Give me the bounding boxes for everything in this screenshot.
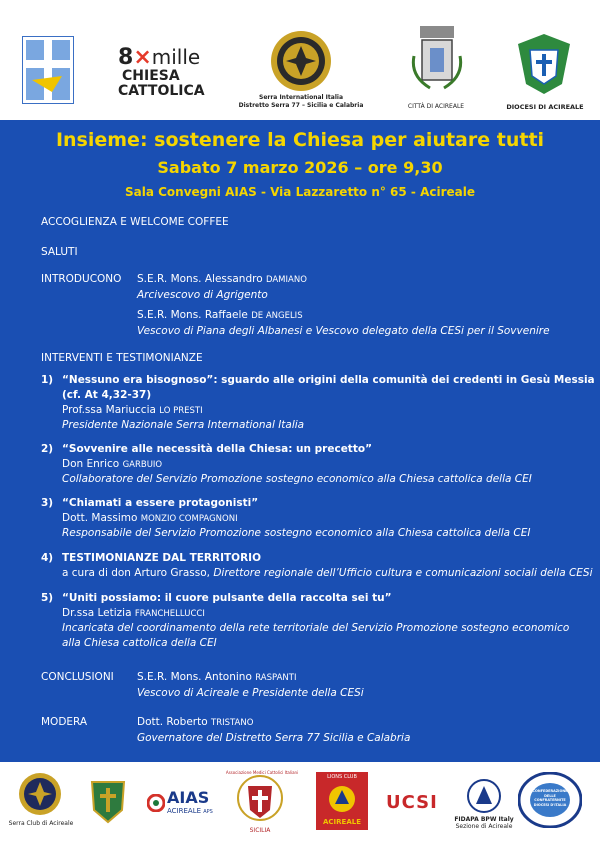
diocesi-caption: DIOCESI DI ACIREALE xyxy=(506,103,584,111)
8xmille-chiesa: CHIESA xyxy=(122,68,180,84)
fidapa-caption-2: Sezione di Acireale xyxy=(455,823,513,830)
modera-label: MODERA xyxy=(41,716,88,728)
confraternite-text: CONFEDERAZIONE DELLE CONFRATERNITE DIOCESI D'ITALIA xyxy=(532,789,568,807)
event-venue: Sala Convegni AIAS - Via Lazzaretto n° 65 - Acireale xyxy=(124,185,476,199)
introducono-speaker-1 xyxy=(137,273,307,287)
item-1-speaker xyxy=(62,404,203,418)
8xmille-logo xyxy=(118,45,205,102)
speaker-name: S.E.R. Mons. Antonino xyxy=(137,671,256,683)
item-5-role-1: Incaricata del coordinamento della rete territoriale del Servizio Promozione sostegno economico xyxy=(62,622,570,634)
speaker-name: Dott. Massimo xyxy=(62,512,141,524)
ucsi-logo xyxy=(386,792,446,816)
item-4-detail xyxy=(62,567,593,580)
item-3-title: “Chiamati a essere protagonisti” xyxy=(62,497,259,509)
speaker-name: Don Enrico xyxy=(62,458,123,470)
conclusioni-speaker xyxy=(137,671,296,685)
interventi-label: INTERVENTI E TESTIMONIANZE xyxy=(41,352,203,364)
serra-club-caption: Serra Club di Acireale xyxy=(8,820,74,827)
citta-acireale-crest xyxy=(410,26,464,96)
item-1-title: “Nessuno era bisognoso”: sguardo alle origini della comunità dei credenti in Gesù Messia xyxy=(62,374,595,386)
conclusioni-label: CONCLUSIONI xyxy=(41,671,114,683)
item-2-speaker xyxy=(62,458,162,472)
aias-mark-icon xyxy=(147,794,165,812)
item-5-title: “Uniti possiamo: il cuore pulsante della raccolta sei tu” xyxy=(62,592,392,604)
lions-top: LIONS CLUB xyxy=(327,774,357,780)
8xmille-mille: mille xyxy=(151,45,201,69)
aias-city: ACIREALE xyxy=(167,807,202,815)
aias-suffix: APS xyxy=(203,809,213,815)
serra-club-logo xyxy=(18,772,62,816)
lions-bottom: ACIREALE xyxy=(323,818,361,826)
speaker-surname: DAMIANO xyxy=(265,275,307,285)
diocese-shield-logo xyxy=(88,776,128,828)
medici-cattolici-logo xyxy=(236,772,284,828)
item-1-number: 1) xyxy=(41,374,54,386)
introducono-label: INTRODUCONO xyxy=(41,273,122,285)
item-1-role: Presidente Nazionale Serra International Italia xyxy=(62,419,305,431)
modera-speaker xyxy=(137,716,253,730)
medici-caption-bottom: SICILIA xyxy=(249,827,271,834)
item-5-speaker xyxy=(62,607,205,621)
8xmille-x: × xyxy=(133,45,152,70)
8xmille-eight: 8 xyxy=(118,45,134,70)
item-5-role-2: alla Chiesa cattolica della CEI xyxy=(62,637,217,649)
ucsi-text: UCSI xyxy=(386,792,438,813)
speaker-surname: GARBUIO xyxy=(122,460,163,470)
event-title: Insieme: sostenere la Chiesa per aiutare tutti xyxy=(55,129,545,151)
fidapa-logo xyxy=(464,778,504,814)
introducono-speaker-2 xyxy=(137,309,303,323)
speaker-surname: LO PRESTI xyxy=(159,406,203,416)
speaker-surname: RASPANTI xyxy=(255,673,297,683)
item-4-curator: a cura di don Arturo Grasso, xyxy=(62,567,214,579)
medici-caption-top: Associazione Medici Cattolici Italiani xyxy=(225,770,299,775)
welcome-coffee: ACCOGLIENZA E WELCOME COFFEE xyxy=(41,216,229,228)
speaker-surname: MONZIO COMPAGNONI xyxy=(140,514,238,524)
event-date: Sabato 7 marzo 2026 – ore 9,30 xyxy=(157,158,443,177)
item-2-title: “Sovvenire alle necessità della Chiesa: un precetto” xyxy=(62,443,372,455)
diocesi-acireale-crest xyxy=(512,34,576,96)
citta-acireale-caption: CITTÀ DI ACIREALE xyxy=(407,103,465,110)
speaker-surname: TRISTANO xyxy=(211,718,254,728)
item-2-number: 2) xyxy=(41,443,54,455)
item-3-number: 3) xyxy=(41,497,54,509)
speaker-name: Prof.ssa Mariuccia xyxy=(62,404,160,416)
item-4-curator-role: Direttore regionale dell’Ufficio cultura e comunicazioni sociali della CESi xyxy=(213,567,593,579)
serra-international-emblem xyxy=(270,30,332,92)
lions-club-logo xyxy=(316,772,368,830)
item-4-number: 4) xyxy=(41,552,54,564)
item-5-number: 5) xyxy=(41,592,54,604)
item-2-role: Collaboratore del Servizio Promozione sostegno economico alla Chiesa cattolica della CEI xyxy=(62,473,532,485)
saluti: SALUTI xyxy=(41,246,78,258)
sicily-cross-logo xyxy=(22,36,74,104)
serra-caption-2: Distretto Serra 77 – Sicilia e Calabria xyxy=(238,102,364,109)
aias-name: AIAS xyxy=(167,788,210,807)
lions-emblem-icon xyxy=(327,784,357,814)
item-3-speaker xyxy=(62,512,238,526)
speaker-name: Dr.ssa Letizia xyxy=(62,607,135,619)
item-3-role: Responsabile del Servizio Promozione sostegno economico alla Chiesa cattolica della CEI xyxy=(62,527,531,539)
conclusioni-role: Vescovo di Acireale e Presidente della CESi xyxy=(137,687,364,699)
modera-role: Governatore del Distretto Serra 77 Sicilia e Calabria xyxy=(137,732,411,744)
aias-logo xyxy=(147,790,217,820)
speaker-name: S.E.R. Mons. Alessandro xyxy=(137,273,266,285)
speaker-surname: FRANCHELLUCCI xyxy=(134,609,205,619)
fidapa-caption-1: FIDAPA BPW Italy xyxy=(454,816,514,823)
item-1-title-ref: (cf. At 4,32-37) xyxy=(62,389,152,401)
serra-caption-1: Serra International Italia xyxy=(259,94,343,101)
introducono-role-1: Arcivescovo di Agrigento xyxy=(137,289,268,301)
8xmille-cattolica: CATTOLICA xyxy=(118,83,205,99)
speaker-surname: DE ANGELIS xyxy=(251,311,303,321)
introducono-role-2: Vescovo di Piana degli Albanesi e Vescovo delegato della CESi per il Sovvenire xyxy=(137,325,550,337)
aias-city-line xyxy=(167,807,213,815)
speaker-name: S.E.R. Mons. Raffaele xyxy=(137,309,252,321)
confraternite-logo xyxy=(518,772,582,828)
item-4-title: TESTIMONIANZE DAL TERRITORIO xyxy=(62,552,261,564)
speaker-name: Dott. Roberto xyxy=(137,716,211,728)
